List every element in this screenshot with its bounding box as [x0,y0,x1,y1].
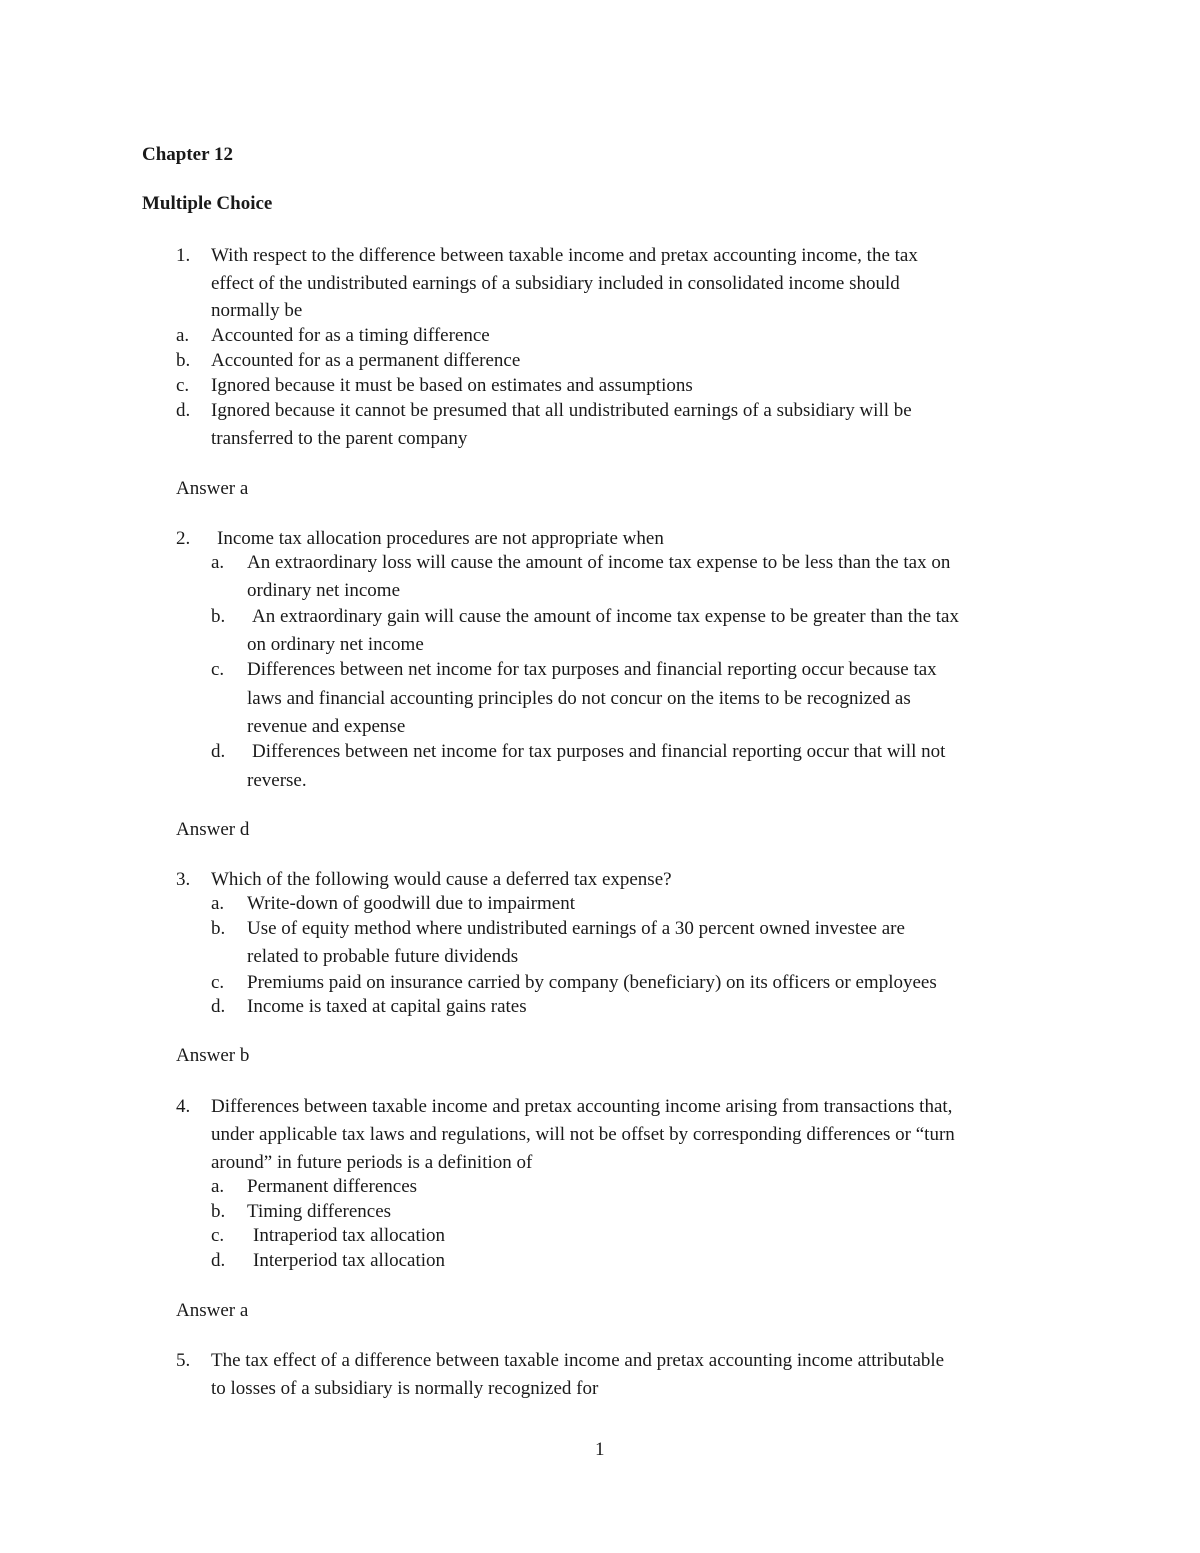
chapter-title: Chapter 12 [142,144,233,165]
option-letter: b. [211,918,226,939]
option-text: Timing differences [247,1201,392,1222]
option-text: Accounted for as a permanent difference [211,350,521,371]
option-text: Ignored because it must be based on estimates and assumptions [211,375,693,396]
option-letter: b. [211,606,226,627]
option-text: Differences between net income for tax purposes and financial reporting occur because tax [247,659,937,680]
option-letter: c. [176,375,190,396]
question-number: 3. [176,869,191,890]
answer-text: Answer b [176,1045,250,1066]
option-letter: d. [176,400,191,421]
option-letter: b. [176,350,191,371]
option-letter: c. [211,1225,225,1246]
option-letter: b. [211,1201,226,1222]
question-text-line: Income tax allocation procedures are not appropriate when [217,528,664,549]
option-text: Interperiod tax allocation [253,1250,446,1271]
question-number: 2. [176,528,191,549]
question-number: 5. [176,1350,191,1371]
option-text: Premiums paid on insurance carried by company (beneficiary) on its officers or employees [247,972,937,993]
question-number: 1. [176,245,191,266]
option-text: Intraperiod tax allocation [253,1225,446,1246]
option-text: on ordinary net income [247,634,424,655]
question-text-line: to losses of a subsidiary is normally recognized for [211,1378,599,1399]
question-text-line: The tax effect of a difference between taxable income and pretax accounting income attributable [211,1350,945,1371]
option-text: ordinary net income [247,580,401,601]
page-number: 1 [595,1439,605,1460]
answer-text: Answer a [176,478,249,499]
option-letter: a. [211,1176,225,1197]
option-text: Write-down of goodwill due to impairment [247,893,575,914]
question-text-line: Differences between taxable income and pretax accounting income arising from transactions that, [211,1096,953,1117]
answer-text: Answer a [176,1300,249,1321]
question-text-line: effect of the undistributed earnings of a subsidiary included in consolidated income should [211,273,900,294]
option-letter: c. [211,659,225,680]
question-text-line: normally be [211,300,303,321]
option-text: Ignored because it cannot be presumed that all undistributed earnings of a subsidiary will be [211,400,912,421]
option-text: reverse. [247,770,307,791]
option-letter: a. [176,325,190,346]
option-text: Permanent differences [247,1176,418,1197]
option-letter: d. [211,996,226,1017]
option-text: An extraordinary loss will cause the amount of income tax expense to be less than the tax on [247,552,951,573]
question-text-line: Which of the following would cause a deferred tax expense? [211,869,672,890]
option-text: Accounted for as a timing difference [211,325,490,346]
option-text: related to probable future dividends [247,946,519,967]
option-letter: d. [211,1250,226,1271]
option-text: An extraordinary gain will cause the amount of income tax expense to be greater than the tax [252,606,959,627]
question-text-line: around” in future periods is a definition of [211,1152,533,1173]
option-text: transferred to the parent company [211,428,468,449]
answer-text: Answer d [176,819,250,840]
option-letter: d. [211,741,226,762]
option-text: laws and financial accounting principles do not concur on the items to be recognized as [247,688,911,709]
section-title: Multiple Choice [142,193,273,214]
option-letter: a. [211,552,225,573]
option-text: Income is taxed at capital gains rates [247,996,527,1017]
question-number: 4. [176,1096,191,1117]
option-text: revenue and expense [247,716,406,737]
option-letter: c. [211,972,225,993]
option-text: Differences between net income for tax purposes and financial reporting occur that will not [252,741,946,762]
option-text: Use of equity method where undistributed earnings of a 30 percent owned investee are [247,918,905,939]
question-text-line: With respect to the difference between taxable income and pretax accounting income, the tax [211,245,918,266]
question-text-line: under applicable tax laws and regulations, will not be offset by corresponding differences or “turn [211,1124,955,1145]
option-letter: a. [211,893,225,914]
